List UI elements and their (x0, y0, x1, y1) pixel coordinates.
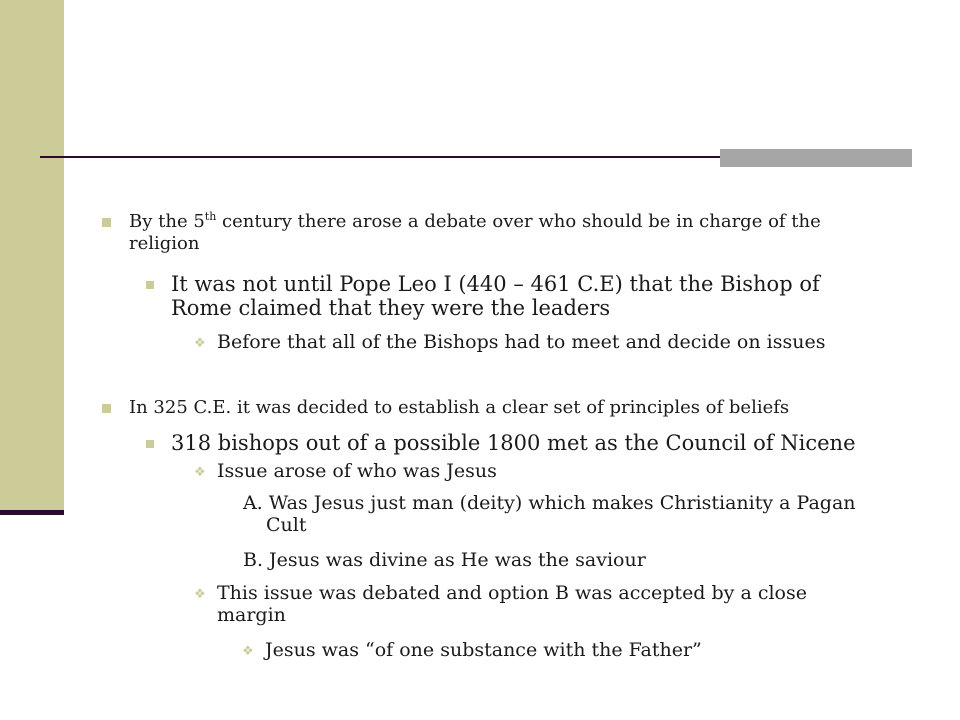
bullet-text: By the 5th century there arose a debate over who should be in charge of the religion (129, 210, 821, 254)
bullet-text: Issue arose of who was Jesus (217, 460, 497, 482)
bullet-5th-century (102, 211, 892, 255)
bullet-text: 318 bishops out of a possible 1800 met as the Council of Nicene (171, 431, 856, 455)
bullet-pope-leo (146, 272, 876, 320)
bullet-318-bishops (146, 431, 926, 455)
bullet-text: In 325 C.E. it was decided to establish a clear set of principles of beliefs (129, 397, 790, 418)
bullet-text: This issue was debated and option B was accepted by a close margin (217, 582, 807, 626)
option-b-text: B. Jesus was divine as He was the saviour (243, 549, 646, 571)
ornament-bullet-icon: ❖ (194, 465, 206, 480)
bullet-text: It was not until Pope Leo I (440 – 461 C.E) that the Bishop of Rome claimed that they were the leaders (171, 272, 820, 320)
bullet-text: Jesus was “of one substance with the Father” (265, 639, 702, 661)
bullet-text: Before that all of the Bishops had to meet and decide on issues (217, 331, 826, 353)
option-a-text: A. Was Jesus just man (deity) which makes Christianity a Pagan Cult (243, 492, 856, 536)
option-b (243, 549, 863, 571)
title-divider-accent (720, 149, 912, 167)
ornament-bullet-icon: ❖ (194, 336, 206, 351)
bullet-issue-arose (194, 460, 894, 482)
sidebar-rule (0, 510, 64, 515)
ornament-bullet-icon: ❖ (194, 587, 206, 602)
square-bullet-icon (146, 440, 154, 448)
sidebar-band (0, 0, 64, 510)
ornament-bullet-icon: ❖ (242, 644, 254, 659)
bullet-325-ce (102, 397, 902, 419)
bullet-issue-debated (194, 582, 874, 626)
bullet-before-that (194, 331, 894, 353)
square-bullet-icon (102, 218, 111, 227)
square-bullet-icon (102, 404, 111, 413)
option-a (243, 492, 863, 536)
square-bullet-icon (146, 281, 154, 289)
bullet-one-substance (242, 639, 882, 661)
